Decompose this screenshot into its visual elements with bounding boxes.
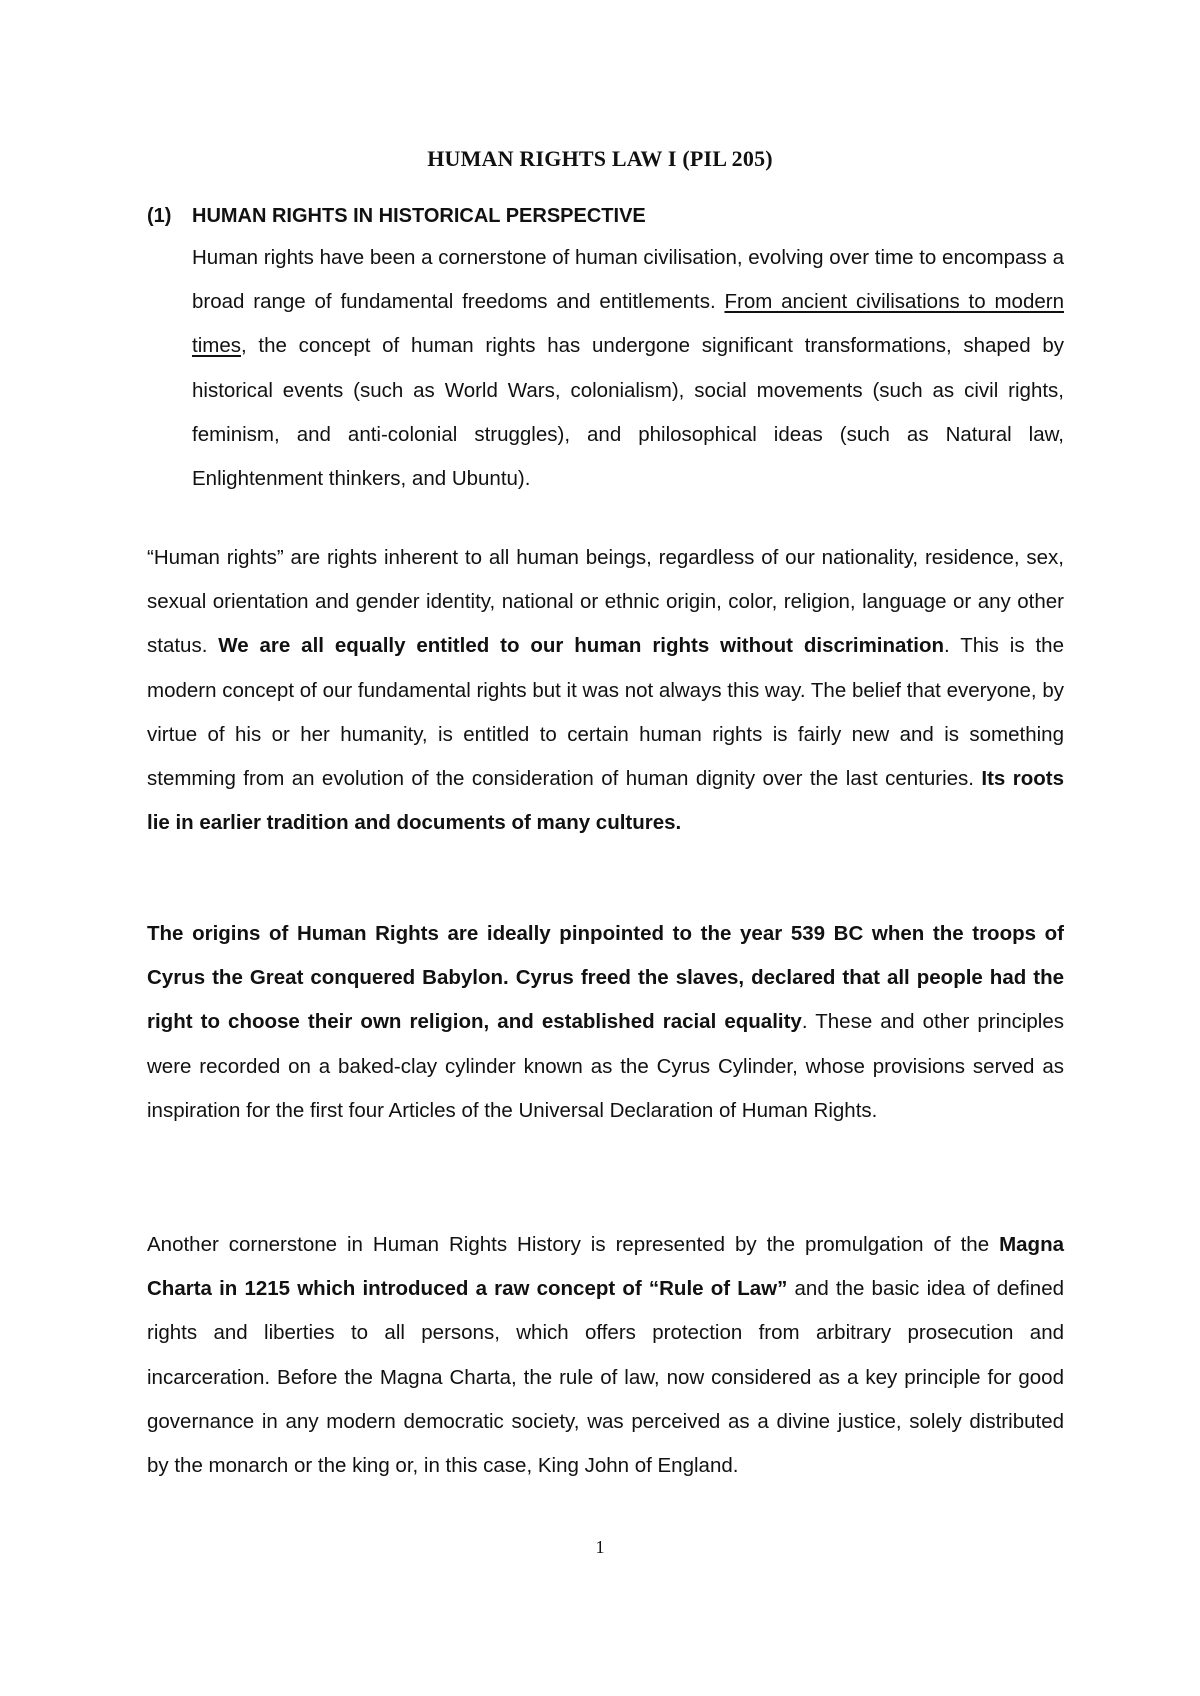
document-title: HUMAN RIGHTS LAW I (PIL 205) xyxy=(427,146,773,171)
paragraph-definition-text-2: . This is the modern concept of our fundamental rights but it was not always this way. The belief that everyone, by virtue of his or her humanity, is entitled to certain human rights is fairly new and is something stemming from an evolution of the consideration of human dignity over the last centuries. xyxy=(147,634,1064,791)
paragraph-magna-charta-text-1: Another cornerstone in Human Rights History is represented by the promulgation of the xyxy=(147,1233,1000,1256)
paragraph-definition-text-1: “Human rights” are rights inherent to all human beings, regardless of our nationality, residence, sex, sexual orientation and gender identity, national or ethnic origin, color, religion, language or any other status. xyxy=(147,546,1064,658)
section-heading-text: HUMAN RIGHTS IN HISTORICAL PERSPECTIVE xyxy=(192,205,646,227)
paragraph-definition xyxy=(147,536,1064,845)
paragraph-magna-charta-bold-1: Magna Charta in 1215 which introduced a raw concept of “Rule of Law” xyxy=(147,1233,1064,1301)
paragraph-definition-bold-1: We are all equally entitled to our human rights without discrimination xyxy=(218,634,944,658)
paragraph-definition-bold-2: Its roots lie in earlier tradition and documents of many cultures. xyxy=(147,767,1064,835)
paragraph-intro-text-1: Human rights have been a cornerstone of human civilisation, evolving over time to encompass a broad range of fundamental freedoms and entitlements. xyxy=(192,246,1064,314)
page-number: 1 xyxy=(595,1537,605,1557)
section-number: (1) xyxy=(147,205,172,227)
paragraph-magna-charta-text-2: and the basic idea of defined rights and liberties to all persons, which offers protection from arbitrary prosecution and incarceration. Before the Magna Charta, the rule of law, now considered as a key principle for good governance in any modern democratic society, was perceived as a divine justice, solely distributed by the monarch or the king or, in this case, King John of England. xyxy=(147,1277,1064,1478)
paragraph-intro xyxy=(192,236,1064,501)
paragraph-origins-bold-1: The origins of Human Rights are ideally pinpointed to the year 539 BC when the troops of Cyrus the Great conquered Babylon. Cyrus freed the slaves, declared that all people had the right to choose their own religion, and established racial equality xyxy=(147,922,1064,1034)
paragraph-intro-text-2: , the concept of human rights has undergone significant transformations, shaped by historical events (such as World Wars, colonialism), social movements (such as civil rights, feminism, and anti-colonial struggles), and philosophical ideas (such as Natural law, Enlightenment thinkers, and Ubuntu). xyxy=(192,334,1064,491)
paragraph-magna-charta xyxy=(147,1223,1064,1488)
paragraph-intro-underlined: From ancient civilisations to modern times xyxy=(192,290,1064,358)
section-heading xyxy=(147,205,646,228)
paragraph-origins xyxy=(147,912,1064,1133)
paragraph-origins-text-1: . These and other principles were recorded on a baked-clay cylinder known as the Cyrus Cylinder, whose provisions served as inspiration for the first four Articles of the Universal Declaration of Human Rights. xyxy=(147,1010,1065,1122)
